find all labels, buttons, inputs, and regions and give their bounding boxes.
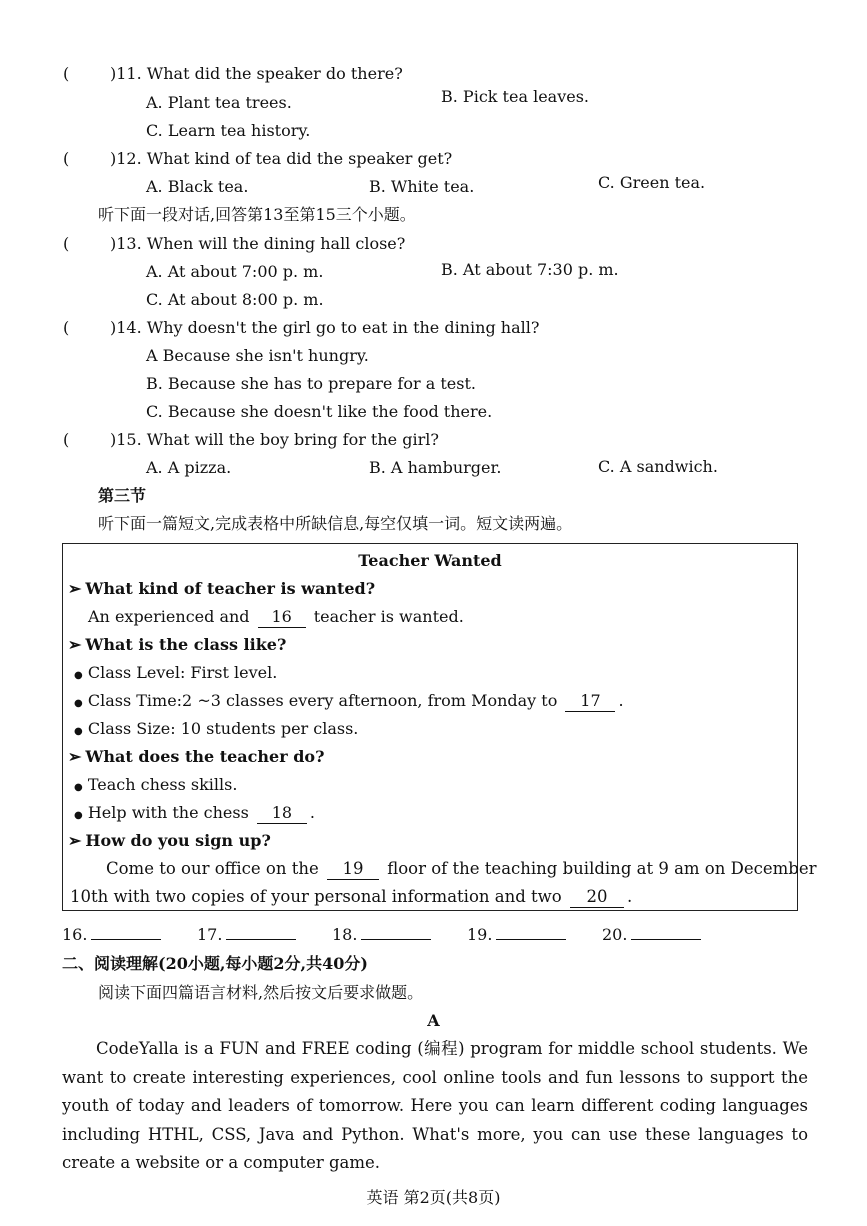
text: . xyxy=(626,887,633,906)
q14-option-a: A Because she isn't hungry. xyxy=(146,346,369,365)
q11-paren: ( xyxy=(63,64,70,83)
text: An experienced and xyxy=(88,607,250,626)
box-line-4 xyxy=(74,719,358,742)
blank-19[interactable]: 19 xyxy=(327,859,379,880)
q14-option-b: B. Because she has to prepare for a test. xyxy=(146,374,476,393)
q14-option-c: C. Because she doesn't like the food there. xyxy=(146,402,493,421)
q12-option-a: A. Black tea. xyxy=(146,177,249,196)
answer-19[interactable] xyxy=(467,925,566,945)
answer-16[interactable] xyxy=(62,925,161,945)
q15-option-a: A. A pizza. xyxy=(146,458,232,477)
answer-label: 18. xyxy=(332,925,358,944)
answer-line xyxy=(361,925,431,940)
heading-text: What does the teacher do? xyxy=(85,747,325,766)
q15-stem: )15. What will the boy bring for the girl? xyxy=(110,430,439,449)
answer-label: 17. xyxy=(197,925,223,944)
blank-18[interactable]: 18 xyxy=(257,803,307,824)
box-heading-2 xyxy=(68,635,286,655)
q14-paren: ( xyxy=(63,318,70,337)
text: . xyxy=(618,691,624,710)
answer-label: 16. xyxy=(62,925,88,944)
heading-text: What is the class like? xyxy=(85,635,287,654)
arrow-icon: ➢ xyxy=(68,579,82,598)
blank-16[interactable]: 16 xyxy=(258,607,306,628)
bullet-icon: ● xyxy=(74,810,83,821)
box-line-2 xyxy=(74,663,277,686)
dialogue-intro: 听下面一段对话,回答第13至第15三个小题。 xyxy=(98,205,416,224)
q11-stem: )11. What did the speaker do there? xyxy=(110,64,403,83)
q11-option-a: A. Plant tea trees. xyxy=(146,93,292,112)
answer-20[interactable] xyxy=(602,925,701,945)
text: floor of the teaching building at 9 am on December xyxy=(387,859,817,878)
text: . xyxy=(309,803,315,822)
heading-text: What kind of teacher is wanted? xyxy=(85,579,376,598)
q13-paren: ( xyxy=(63,234,70,253)
passage-a xyxy=(62,1035,808,1178)
heading-text: How do you sign up? xyxy=(85,831,271,850)
blank-20[interactable]: 20 xyxy=(570,887,624,908)
q11-option-b: B. Pick tea leaves. xyxy=(441,87,590,106)
answer-18[interactable] xyxy=(332,925,431,945)
text: Come to our office on the xyxy=(106,859,319,878)
part2-instruction: 阅读下面四篇语言材料,然后按文后要求做题。 xyxy=(98,983,424,1002)
q12-paren: ( xyxy=(63,149,70,168)
q15-paren: ( xyxy=(63,430,70,449)
passage-text: CodeYalla is a FUN and FREE coding (编程) program for middle school students. We want to create interesting experiences, cool online tools and fun lessons to support the youth of today and leaders of tomorrow. Here you can learn different coding languages including HTHL, CSS, Java and Python. What's more, you can use these languages to create a website or a computer game. xyxy=(62,1039,808,1172)
section3-instruction: 听下面一篇短文,完成表格中所缺信息,每空仅填一词。短文读两遍。 xyxy=(98,514,573,533)
q14-stem: )14. Why doesn't the girl go to eat in the dining hall? xyxy=(110,318,540,337)
text: teacher is wanted. xyxy=(313,607,464,626)
bullet-icon: ● xyxy=(74,698,83,709)
text: Class Level: First level. xyxy=(87,663,278,682)
part2-title: 二、阅读理解(20小题,每小题2分,共40分) xyxy=(62,954,368,973)
text: 10th with two copies of your personal information and two xyxy=(70,887,562,906)
text: Class Size: 10 students per class. xyxy=(87,719,359,738)
q11-option-c: C. Learn tea history. xyxy=(146,121,311,140)
answer-line xyxy=(226,925,296,940)
box-line-8 xyxy=(70,887,632,908)
box-heading-4 xyxy=(68,831,271,851)
answer-label: 19. xyxy=(467,925,493,944)
box-line-6 xyxy=(74,803,315,826)
page-footer: 英语 第2页(共8页) xyxy=(366,1188,501,1207)
bullet-icon: ● xyxy=(74,670,83,681)
answer-line xyxy=(631,925,701,940)
text: Help with the chess xyxy=(87,803,249,822)
q15-option-b: B. A hamburger. xyxy=(369,458,502,477)
box-heading-3 xyxy=(68,747,324,767)
arrow-icon: ➢ xyxy=(68,747,82,766)
box-line-7 xyxy=(106,859,816,880)
text: Teach chess skills. xyxy=(87,775,238,794)
q12-stem: )12. What kind of tea did the speaker get? xyxy=(110,149,453,168)
section3-title: 第三节 xyxy=(98,486,147,505)
q13-option-c: C. At about 8:00 p. m. xyxy=(146,290,324,309)
box-line-1 xyxy=(88,607,464,628)
q12-option-c: C. Green tea. xyxy=(598,173,706,192)
q13-stem: )13. When will the dining hall close? xyxy=(110,234,406,253)
passage-letter: A xyxy=(427,1011,440,1030)
q13-option-a: A. At about 7:00 p. m. xyxy=(146,262,324,281)
answer-label: 20. xyxy=(602,925,628,944)
answer-17[interactable] xyxy=(197,925,296,945)
blank-17[interactable]: 17 xyxy=(565,691,615,712)
box-heading-1 xyxy=(68,579,375,599)
arrow-icon: ➢ xyxy=(68,831,82,850)
answer-line xyxy=(496,925,566,940)
bullet-icon: ● xyxy=(74,782,83,793)
arrow-icon: ➢ xyxy=(68,635,82,654)
text: Class Time:2 ~3 classes every afternoon, from Monday to xyxy=(87,691,558,710)
q12-option-b: B. White tea. xyxy=(369,177,475,196)
bullet-icon: ● xyxy=(74,726,83,737)
q15-option-c: C. A sandwich. xyxy=(598,457,718,476)
box-line-5 xyxy=(74,775,237,798)
box-title: Teacher Wanted xyxy=(358,551,502,570)
answer-line xyxy=(91,925,161,940)
box-line-3 xyxy=(74,691,624,714)
q13-option-b: B. At about 7:30 p. m. xyxy=(441,260,619,279)
